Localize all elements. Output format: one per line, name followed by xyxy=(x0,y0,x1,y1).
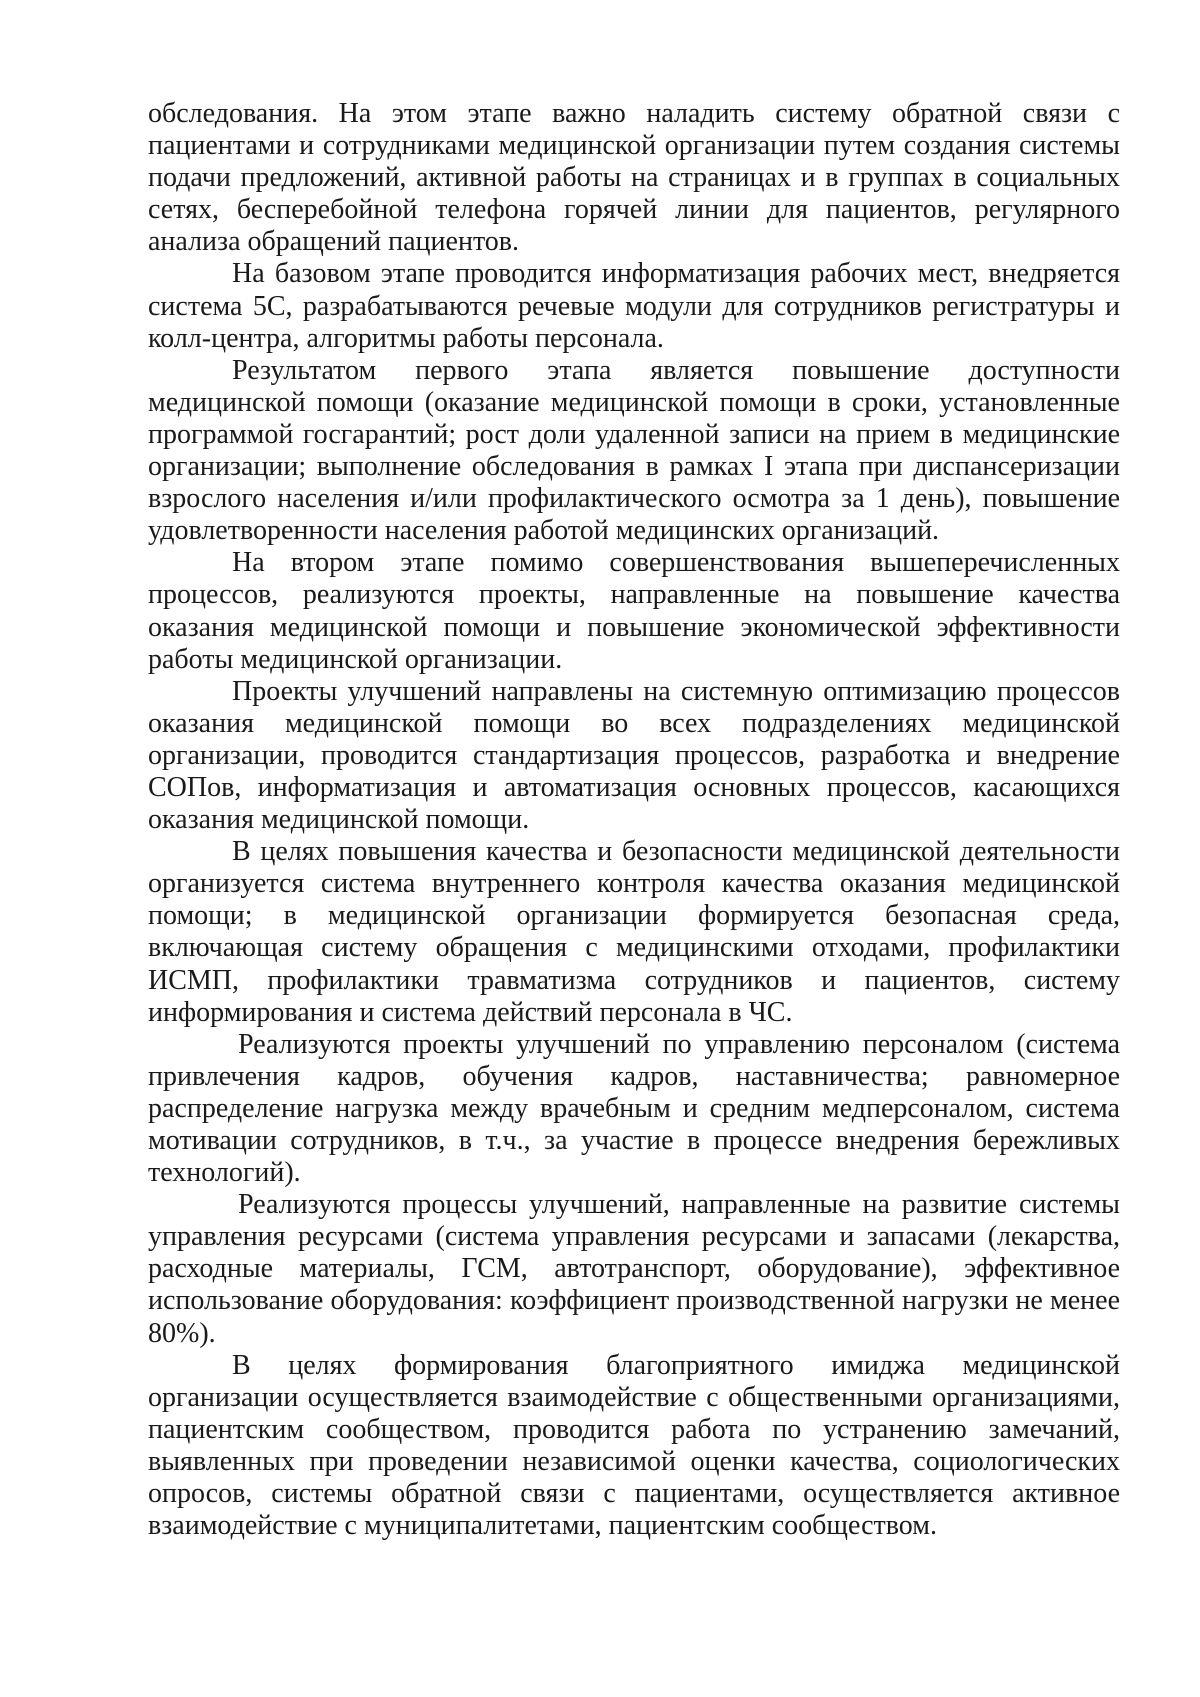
paragraph-basic-stage: На базовом этапе проводится информатизация рабочих мест, внедряется система 5С, разрабатываются речевые модули для сотрудников регистратуры и колл-центра, алгоритмы работы персонала. xyxy=(148,258,1120,354)
paragraph-resource-management: Реализуются процессы улучшений, направленные на развитие системы управления ресурсами (система управления ресурсами и запасами (лекарства, расходные материалы, ГСМ, автотранспорт, оборудование), эффективное использование оборудования: коэффициент производственной нагрузки не менее 80%). xyxy=(148,1189,1120,1349)
paragraph-second-stage: На втором этапе помимо совершенствования вышеперечисленных процессов, реализуются проекты, направленные на повышение качества оказания медицинской помощи и повышение экономической эффективности работы медицинской организации. xyxy=(148,547,1120,675)
paragraph-improvement-projects: Проекты улучшений направлены на системную оптимизацию процессов оказания медицинской помощи во всех подразделениях медицинской организации, проводится стандартизация процессов, разработка и внедрение СОПов, информатизация и автоматизация основных процессов, касающихся оказания медицинской помощи. xyxy=(148,675,1120,836)
paragraph-personnel-management: Реализуются проекты улучшений по управлению персоналом (система привлечения кадров, обучения кадров, наставничества; равномерное распределение нагрузка между врачебным и средним медперсоналом, система мотивации сотрудников, в т.ч., за участие в процессе внедрения бережливых технологий). xyxy=(148,1028,1120,1189)
document-body xyxy=(148,98,1120,1542)
paragraph-quality-safety: В целях повышения качества и безопасности медицинской деятельности организуется система внутреннего контроля качества оказания медицинской помощи; в медицинской организации формируется безопасная среда, включающая систему обращения с медицинскими отходами, профилактики ИСМП, профилактики травматизма сотрудников и пациентов, систему информирования и система действий персонала в ЧС. xyxy=(148,836,1120,1028)
paragraph-first-stage-result: Результатом первого этапа является повышение доступности медицинской помощи (оказание медицинской помощи в сроки, установленные программой госгарантий; рост доли удаленной записи на прием в медицинские организации; выполнение обследования в рамках I этапа при диспансеризации взрослого населения и/или профилактического осмотра за 1 день), повышение удовлетворенности населения работой медицинских организаций. xyxy=(148,354,1120,547)
paragraph-image-building: В целях формирования благоприятного имиджа медицинской организации осуществляется взаимодействие с общественными организациями, пациентским сообществом, проводится работа по устранению замечаний, выявленных при проведении независимой оценки качества, социологических опросов, системы обратной связи с пациентами, осуществляется активное взаимодействие с муниципалитетами, пациентским сообществом. xyxy=(148,1349,1120,1542)
paragraph-continuation: обследования. На этом этапе важно наладить систему обратной связи с пациентами и сотрудниками медицинской организации путем создания системы подачи предложений, активной работы на страницах и в группах в социальных сетях, бесперебойной телефона горячей линии для пациентов, регулярного анализа обращений пациентов. xyxy=(148,98,1120,258)
